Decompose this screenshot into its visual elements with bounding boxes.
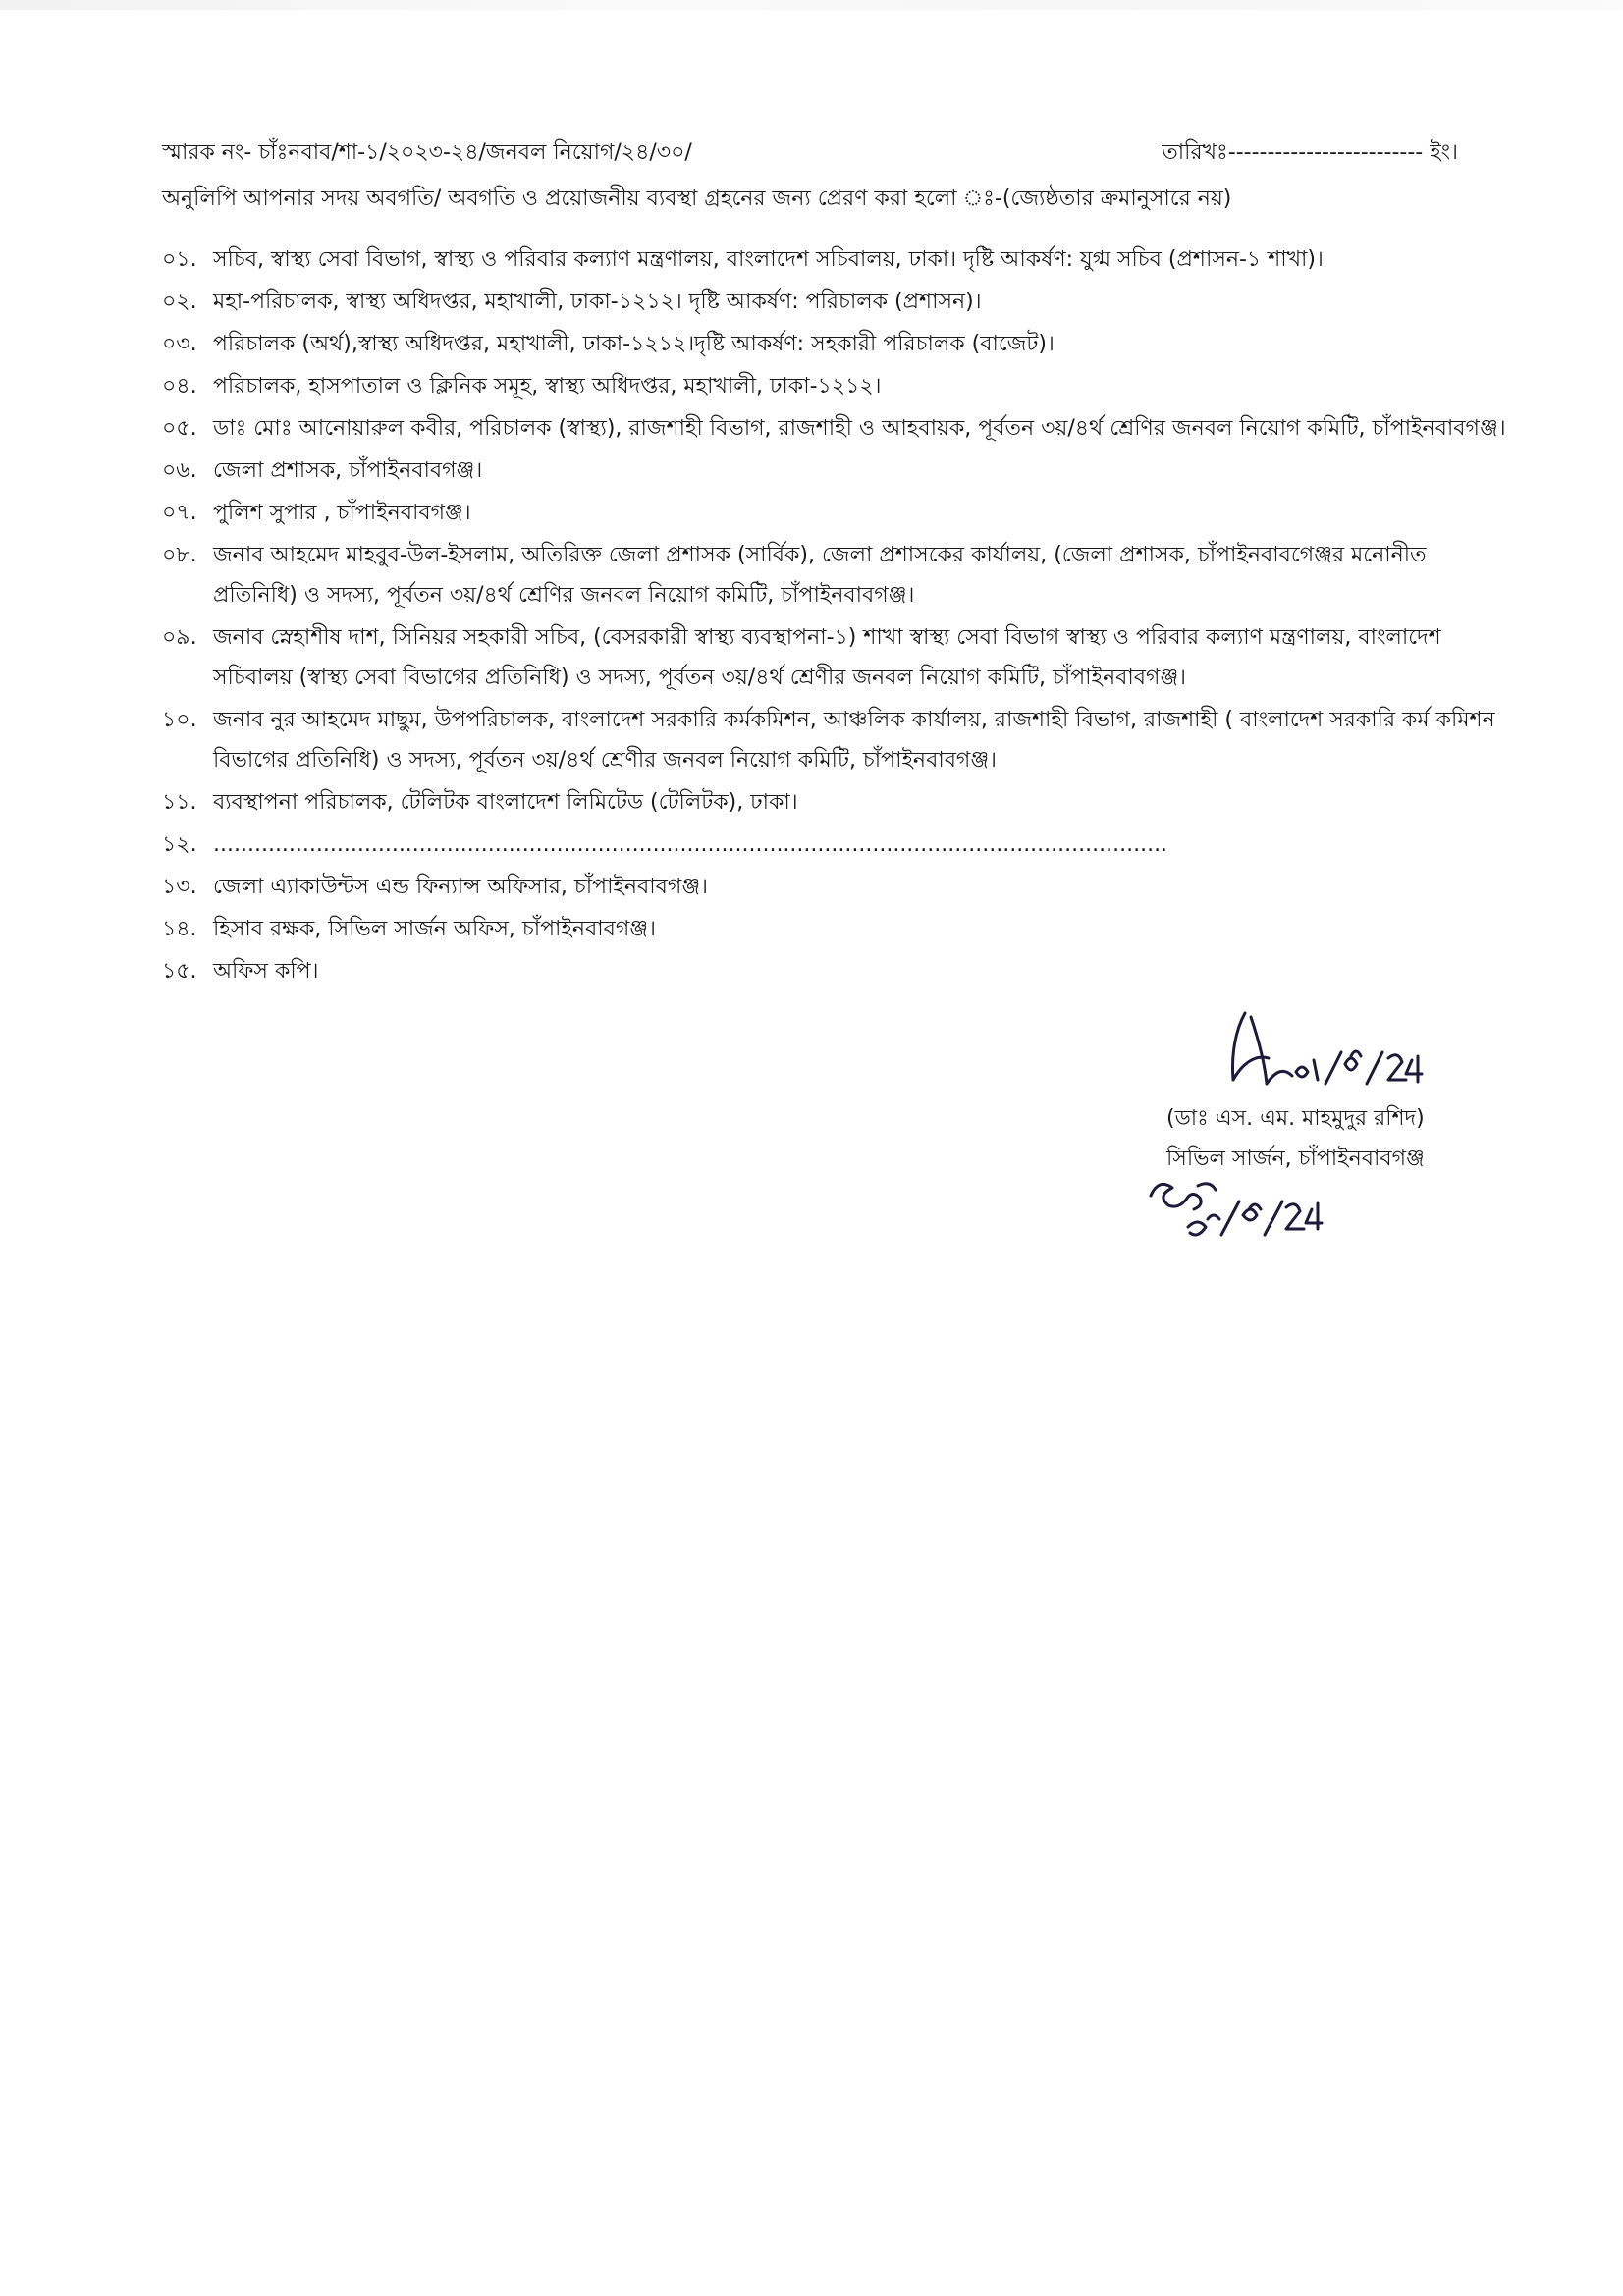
memo-date: তারিখঃ------------------------- ইং। (1162, 140, 1458, 165)
recipient-item (162, 451, 1507, 491)
recipient-item (162, 366, 1507, 406)
recipient-text: হিসাব রক্ষক, সিভিল সার্জন অফিস, চাঁপাইনবাবগঞ্জ। (213, 917, 656, 941)
recipient-text: অফিস কপি। (213, 959, 319, 984)
recipient-number: ০৪. (162, 374, 197, 399)
recipient-text: পরিচালক, হাসপাতাল ও ক্লিনিক সমূহ, স্বাস্থ্য অধিদপ্তর, মহাখালী, ঢাকা-১২১২। (213, 374, 882, 399)
recipient-item (162, 240, 1507, 280)
recipient-item (162, 782, 1507, 823)
recipient-number: ১১. (162, 790, 197, 815)
recipient-number: ১৩. (162, 875, 197, 899)
recipient-item (162, 951, 1507, 991)
recipient-text: জেলা এ্যাকাউন্টস এন্ড ফিন্যান্স অফিসার, চাঁপাইনবাবগঞ্জ। (213, 875, 708, 899)
recipient-text: ........................................................................................................................................... (213, 832, 1168, 857)
recipient-item (162, 408, 1507, 449)
scan-edge (0, 0, 1623, 10)
recipient-number: ০৯. (162, 625, 197, 650)
signature-block (1149, 1001, 1542, 1256)
recipient-number: ১০. (162, 708, 197, 732)
recipient-number: ০১. (162, 247, 197, 272)
recipient-item (162, 493, 1507, 533)
recipient-text: ডাঃ মোঃ আনোয়ারুল কবীর, পরিচালক (স্বাস্থ্য), রাজশাহী বিভাগ, রাজশাহী ও আহবায়ক, পূর্বতন ৩য়/৪র্থ শ্রেণির জনবল নিয়োগ কমিটি, চাঁপাইনবাবগঞ্জ। (213, 416, 1506, 441)
recipient-text: জেলা প্রশাসক, চাঁপাইনবাবগঞ্জ। (213, 458, 483, 483)
recipient-item (162, 867, 1507, 907)
memo-number: স্মারক নং- চাঁঃনবাব/শা-১/২০২৩-২৪/জনবল নিয়োগ/২৪/৩০/ (162, 140, 692, 165)
memo-header (162, 135, 1458, 175)
recipient-number: ০৮. (162, 543, 197, 567)
recipient-number: ০৭. (162, 501, 197, 525)
recipient-number: ১৫. (162, 959, 197, 984)
recipient-list (162, 240, 1507, 993)
recipient-item (162, 700, 1507, 780)
signatory-name: (ডাঃ এস. এম. মাহমুদুর রশিদ) (1166, 1106, 1425, 1131)
recipient-item (162, 617, 1507, 698)
recipient-text: মহা-পরিচালক, স্বাস্থ্য অধিদপ্তর, মহাখালী, ঢাকা-১২১২। দৃষ্টি আকর্ষণ: পরিচালক (প্রশাসন)। (213, 290, 982, 314)
recipient-number: ০৩. (162, 332, 197, 356)
recipient-text: পরিচালক (অর্থ),স্বাস্থ্য অধিদপ্তর, মহাখালী, ঢাকা-১২১২।দৃষ্টি আকর্ষণ: সহকারী পরিচালক (বাজেট)। (213, 332, 1055, 356)
recipient-number: ০২. (162, 290, 197, 314)
recipient-number: ০৫. (162, 416, 197, 441)
recipient-item (162, 324, 1507, 364)
recipient-text: পুলিশ সুপার , চাঁপাইনবাবগঞ্জ। (213, 501, 471, 525)
recipient-text: জনাব নুর আহমেদ মাছুম, উপপরিচালক, বাংলাদেশ সরকারি কর্মকমিশন, আঞ্চলিক কার্যালয়, রাজশাহী বিভাগ, রাজশাহী ( বাংলাদেশ সরকারি কর্ম কমিশন বিভাগের প্রতিনিধি) ও সদস্য, পূর্বতন ৩য়/৪র্থ শ্রেণীর জনবল নিয়োগ কমিটি, চাঁপাইনবাবগঞ্জ। (213, 708, 1495, 773)
recipient-item (162, 282, 1507, 322)
recipient-item (162, 825, 1507, 865)
recipient-number: ১৪. (162, 917, 197, 941)
recipient-number: ০৬. (162, 458, 197, 483)
recipient-text: জনাব আহমেদ মাহবুব-উল-ইসলাম, অতিরিক্ত জেলা প্রশাসক (সার্বিক), জেলা প্রশাসকের কার্যালয়, (জেলা প্রশাসক, চাঁপাইনবাবগেঞ্জর মনোনীত প্রতিনিধি) ও সদস্য, পূর্বতন ৩য়/৪র্থ শ্রেণির জনবল নিয়োগ কমিটি, চাঁপাইনবাবগঞ্জ। (213, 543, 1427, 608)
signatory-title: সিভিল সার্জন, চাঁপাইনবাবগঞ্জ (1166, 1147, 1425, 1171)
recipient-text: জনাব স্নেহাশীষ দাশ, সিনিয়র সহকারী সচিব, (বেসরকারী স্বাস্থ্য ব্যবস্থাপনা-১) শাখা স্বাস্থ্য সেবা বিভাগ স্বাস্থ্য ও পরিবার কল্যাণ মন্ত্রণালয়, বাংলাদেশ সচিবালয় (স্বাস্থ্য সেবা বিভাগের প্রতিনিধি) ও সদস্য, পূর্বতন ৩য়/৪র্থ শ্রেণীর জনবল নিয়োগ কমিটি, চাঁপাইনবাবগঞ্জ। (213, 625, 1441, 690)
recipient-item (162, 535, 1507, 615)
recipient-text: ব্যবস্থাপনা পরিচালক, টেলিটক বাংলাদেশ লিমিটেড (টেলিটক), ঢাকা। (213, 790, 798, 815)
recipient-text: সচিব, স্বাস্থ্য সেবা বিভাগ, স্বাস্থ্য ও পরিবার কল্যাণ মন্ত্রণালয়, বাংলাদেশ সচিবালয়, ঢাকা। দৃষ্টি আকর্ষণ: যুগ্ম সচিব (প্রশাসন-১ শাখা)। (213, 247, 1324, 272)
recipient-number: ১২. (162, 832, 197, 857)
recipient-item (162, 909, 1507, 949)
distribution-intro: অনুলিপি আপনার সদয় অবগতি/ অবগতি ও প্রয়োজনীয় ব্যবস্থা গ্রহনের জন্য প্রেরণ করা হলো ঃ-(জ্যেষ্ঠতার ক্রমানুসারে নয়) (162, 187, 1232, 211)
